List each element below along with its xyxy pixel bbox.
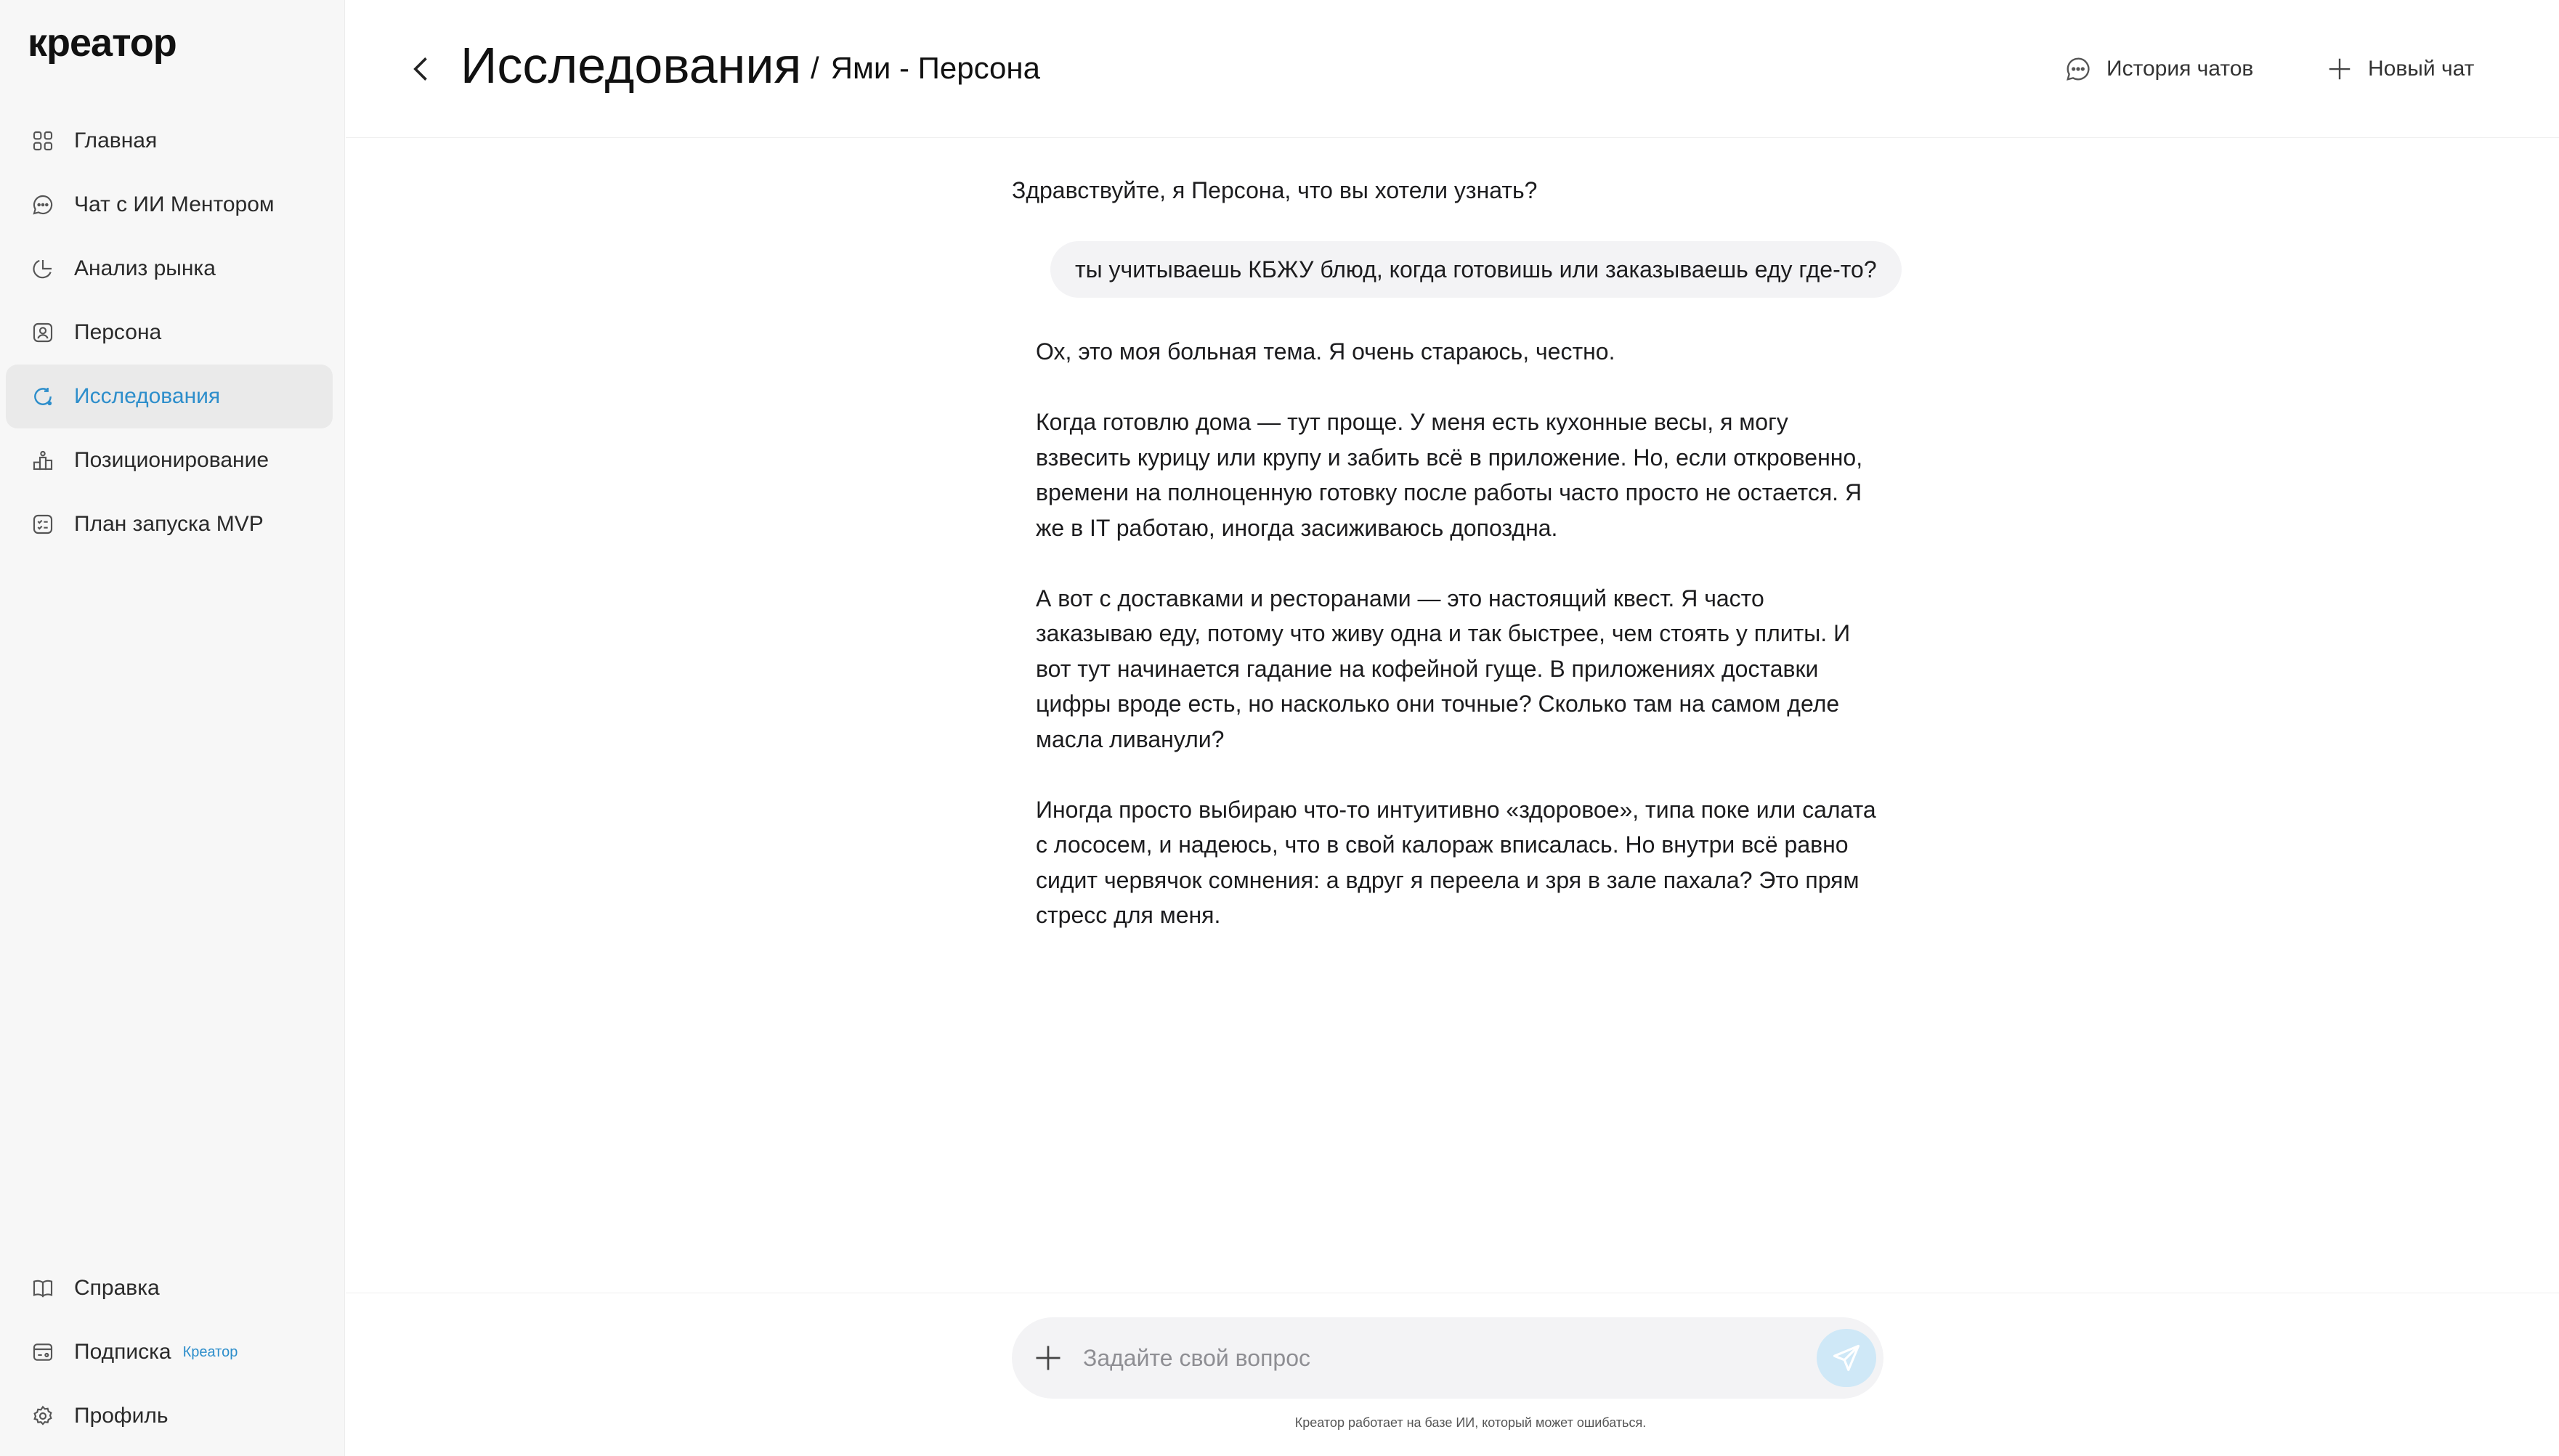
send-button[interactable]: [1817, 1329, 1876, 1387]
chat-bubble-icon: [31, 192, 55, 217]
sidebar-item-market-analysis[interactable]: [6, 237, 333, 301]
bot-reply-paragraph: Ох, это моя больная тема. Я очень стараюсь, честно.: [1036, 338, 1615, 365]
chat-bubble-icon: [2064, 55, 2092, 83]
grid-icon: [31, 129, 55, 153]
sidebar-item-positioning[interactable]: [6, 428, 333, 492]
sidebar-item-label: Анализ рынка: [74, 256, 216, 280]
sidebar-item-subscription[interactable]: [6, 1320, 333, 1384]
breadcrumb-current[interactable]: Ями - Персона: [830, 51, 1040, 85]
sidebar-item-label: Справка: [74, 1276, 160, 1300]
book-icon: [31, 1276, 55, 1301]
sidebar-bottom-nav: [6, 1256, 333, 1448]
message-composer: [1012, 1317, 1883, 1399]
bot-reply-paragraph: А вот с доставками и ресторанами — это настоящий квест. Я часто заказываю еду, потому что живу одна и так быстрее, чем стоять у плиты. И вот тут начинается гадание на кофейной гуще. В приложениях доставки цифры вроде есть, но насколько они точные? Сколько там на самом деле масла ливанули?: [1036, 585, 1851, 752]
breadcrumb-separator: /: [811, 51, 819, 85]
sidebar-item-help[interactable]: [6, 1256, 333, 1320]
checklist-icon: [31, 512, 55, 537]
sidebar-item-research[interactable]: [6, 365, 333, 428]
sidebar-nav: [6, 109, 333, 556]
sidebar-item-profile[interactable]: [6, 1384, 333, 1448]
chevron-left-icon: [406, 53, 438, 85]
bot-greeting-message: Здравствуйте, я Персона, что вы хотели узнать?: [1012, 177, 1538, 203]
new-chat-label: Новый чат: [2368, 57, 2475, 81]
bot-reply-paragraph: Иногда просто выбираю что-то интуитивно «здоровое», типа поке или салата с лососем, и надеюсь, что в свой калораж вписалась. Но внутри всё равно сидит червячок сомнения: а вдруг я переела и зря в зале пахала? Это прям стресс для меня.: [1036, 796, 1876, 928]
bot-reply-message: [1036, 334, 1878, 968]
composer-area: [346, 1293, 2559, 1456]
sidebar-item-mentor-chat[interactable]: [6, 173, 333, 237]
back-button[interactable]: [404, 51, 440, 87]
breadcrumb: [811, 51, 1040, 86]
gear-icon: [31, 1404, 55, 1428]
podium-icon: [31, 448, 55, 473]
sidebar-item-label: Подписка: [74, 1340, 171, 1364]
sidebar-item-mvp-plan[interactable]: [6, 492, 333, 556]
sidebar-item-label: Главная: [74, 129, 158, 152]
page-header: [346, 0, 2559, 138]
sidebar-item-label: Позиционирование: [74, 448, 269, 472]
message-input[interactable]: [1082, 1338, 1779, 1378]
sidebar-item-label: Персона: [74, 320, 162, 344]
send-paper-plane-icon: [1830, 1342, 1862, 1374]
ai-disclaimer: Креатор работает на базе ИИ, который может ошибаться.: [1294, 1415, 1647, 1430]
user-message-bubble: [1050, 241, 1902, 298]
sidebar-item-label: Исследования: [74, 384, 221, 408]
attach-plus-icon[interactable]: [1032, 1342, 1064, 1374]
chat-thread: [346, 138, 2559, 1293]
sidebar-item-label: План запуска MVP: [74, 512, 264, 536]
sidebar: [0, 0, 345, 1456]
person-badge-icon: [31, 320, 55, 345]
user-message-text: ты учитываешь КБЖУ блюд, когда готовишь или заказываешь еду где-то?: [1075, 256, 1877, 282]
sidebar-item-label: Профиль: [74, 1404, 169, 1428]
plan-badge: Креатор: [182, 1343, 238, 1360]
sidebar-item-label: Чат с ИИ Ментором: [74, 192, 275, 216]
sidebar-item-home[interactable]: [6, 109, 333, 173]
sidebar-item-persona[interactable]: [6, 301, 333, 365]
plus-icon: [2326, 55, 2353, 83]
refresh-search-icon: [31, 384, 55, 409]
bot-reply-paragraph: Когда готовлю дома — тут проще. У меня есть кухонные весы, я могу взвесить курицу или крупу и забить всё в приложение. Но, если откровенно, времени на полноценную готовку после работы часто просто не остается. Я же в IT работаю, иногда засиживаюсь допоздна.: [1036, 409, 1863, 541]
card-icon: [31, 1340, 55, 1365]
chat-history-button[interactable]: [2064, 51, 2253, 87]
page-title: Исследования: [461, 37, 802, 94]
chat-history-label: История чатов: [2106, 57, 2254, 81]
pie-chart-icon: [31, 256, 55, 281]
app-logo[interactable]: креатор: [28, 21, 177, 65]
new-chat-button[interactable]: [2326, 51, 2474, 87]
